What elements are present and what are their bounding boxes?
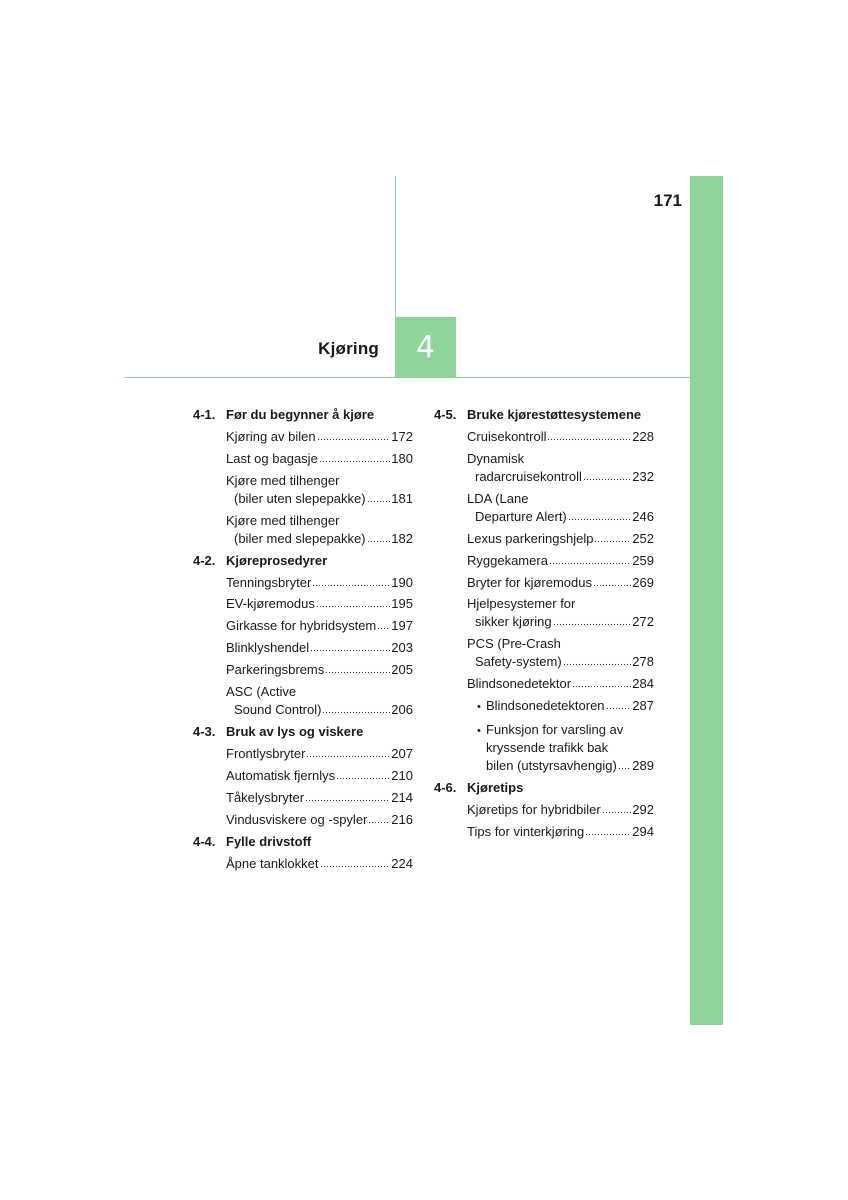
entry-text [226,574,413,592]
entry-label: Frontlysbryter [226,746,306,762]
entry-label: PCS (Pre-Crash [467,636,561,652]
section-title: Kjøretips [467,779,524,795]
entry-label: Automatisk fjernlys [226,768,336,784]
entry-line [226,701,413,719]
entry-line [226,661,413,679]
dot-leader [317,429,391,441]
entry-page-number: 294 [632,823,654,839]
dot-leader [320,856,391,868]
entry-page-number: 180 [391,450,413,466]
entry-label: Hjelpesystemer for [467,596,576,612]
entry-label: Ryggekamera [467,552,548,568]
section-title: Bruke kjørestøttesystemene [467,407,642,422]
entry-label: ASC (Active [226,684,297,700]
toc-entry-link[interactable] [467,490,654,526]
toc-entry-link[interactable] [467,574,654,592]
toc-entry-link[interactable] [226,450,413,468]
entry-text [467,635,654,671]
dot-leader [594,531,631,543]
entry-page-number: 197 [391,618,413,634]
entry-text [467,595,654,631]
entry-label: Dynamisk [467,450,525,466]
dot-leader [319,451,391,463]
toc-entry-link[interactable] [477,697,654,717]
entry-page-number: 289 [632,757,654,773]
entry-line [467,675,654,693]
entry-page-number: 203 [391,640,413,656]
entry-page-number: 232 [632,468,654,484]
entry-line [467,574,654,592]
entry-line [226,595,413,613]
section-number: 4-1. [193,407,216,422]
entry-text [467,823,654,841]
dot-leader [312,575,390,587]
toc-section-heading [193,723,413,741]
entry-line [226,745,413,763]
entry-text [467,675,654,693]
entry-label: (biler uten slepepakke) [234,490,366,506]
entry-text [226,661,413,679]
entry-line [226,683,413,701]
entry-label: kryssende trafikk bak [486,739,609,755]
entry-label: Safety-system) [475,654,562,670]
dot-leader [572,676,631,688]
dot-leader [563,654,632,666]
section-number: 4-4. [193,834,216,850]
entry-page-number: 269 [632,574,654,590]
entry-label: radarcruisekontroll [475,468,582,484]
entry-page-number: 272 [632,614,654,630]
entry-label: Girkasse for hybridsystem [226,618,377,634]
entry-line [467,530,654,548]
toc-entry-link[interactable] [226,512,413,548]
dot-leader [553,615,632,627]
entry-label: Åpne tanklokket [226,856,319,872]
entry-text [226,683,413,719]
dot-leader [585,824,631,836]
section-number: 4-2. [193,552,216,568]
entry-label: Cruisekontroll [467,428,547,444]
entry-page-number: 224 [391,856,413,872]
entry-page-number: 190 [391,574,413,590]
entry-label: Blindsonedetektor [467,676,572,692]
dot-leader [306,747,390,759]
toc-entry-link[interactable] [226,855,413,873]
entry-label: Vindusviskere og -spyler [226,812,368,828]
toc-section-heading [193,406,413,424]
entry-text [486,721,654,774]
entry-text [226,789,413,807]
entry-line [226,639,413,657]
entry-text [226,595,413,613]
toc-section-heading [434,406,654,424]
dot-leader [310,641,390,653]
page-number: 171 [653,191,682,210]
entry-text [467,552,654,570]
entry-label: Lexus parkeringshjelp [467,530,594,546]
toc-entry-link[interactable] [467,428,654,446]
entry-label: Blindsonedetektoren [486,698,605,714]
entry-label: Departure Alert) [475,508,567,524]
entry-page-number: 246 [632,508,654,524]
entry-text [467,574,654,592]
entry-text [467,801,654,819]
entry-line [226,472,413,490]
entry-line [226,530,413,548]
entry-label: Parkeringsbrems [226,662,325,678]
entry-page-number: 284 [632,676,654,692]
dot-leader [593,575,631,587]
dot-leader [549,553,631,565]
entry-label: Tips for vinterkjøring [467,823,585,839]
bullet-icon: • [477,725,481,738]
entry-line [226,450,413,468]
entry-label: Kjøre med tilhenger [226,472,340,488]
toc-entry-link[interactable] [226,789,413,807]
entry-line [226,574,413,592]
entry-page-number: 278 [632,654,654,670]
toc-right-column [434,406,654,840]
entry-label: EV-kjøremodus [226,596,315,612]
section-title: Før du begynner å kjøre [226,407,375,422]
section-number: 4-3. [193,724,216,740]
entry-line [226,490,413,508]
entry-line [486,697,654,715]
entry-label: Kjøre med tilhenger [226,512,340,528]
entry-line [467,823,654,841]
section-number: 4-5. [434,407,457,422]
entry-page-number: 205 [391,662,413,678]
entry-page-number: 195 [391,596,413,612]
entry-line [467,428,654,446]
section-title: Fylle drivstoff [226,834,312,850]
entry-text [467,490,654,526]
entry-page-number: 259 [632,552,654,568]
entry-page-number: 292 [632,801,654,817]
entry-line [486,739,654,757]
section-title: Kjøreprosedyrer [226,552,328,568]
dot-leader [305,790,390,802]
toc-section-heading [193,552,413,570]
entry-label: sikker kjøring [475,614,552,630]
entry-text [226,745,413,763]
entry-text [226,617,413,635]
toc-entry-link[interactable] [226,811,413,829]
chapter-number: 4 [415,330,436,365]
toc-entry-link[interactable] [467,801,654,819]
entry-line [467,613,654,631]
entry-line [467,653,654,671]
entry-label: LDA (Lane [467,490,529,506]
toc-entry-link[interactable] [226,745,413,763]
dot-leader [583,469,631,481]
entry-line [467,552,654,570]
entry-page-number: 182 [391,530,413,546]
dot-leader [322,703,390,715]
entry-line [467,490,654,508]
toc-section-heading [193,833,413,851]
dot-leader [316,597,390,609]
toc-entry-link[interactable] [467,635,654,671]
dot-leader [325,663,390,675]
toc-entry-link[interactable] [226,767,413,785]
entry-page-number: 207 [391,746,413,762]
entry-line [467,468,654,486]
entry-page-number: 210 [391,768,413,784]
entry-page-number: 172 [391,428,413,444]
toc-entry-link[interactable] [226,661,413,679]
entry-text [467,530,654,548]
toc-entry-link[interactable] [226,595,413,613]
dot-leader [606,698,632,710]
entry-line [486,757,654,775]
section-title: Bruk av lys og viskere [226,724,364,740]
toc-entry-link[interactable] [467,450,654,486]
entry-text [226,639,413,657]
toc-entry-link[interactable] [226,574,413,592]
toc-entry-link[interactable] [226,683,413,719]
entry-line [467,635,654,653]
chapter-number-box [395,317,456,378]
entry-line [226,767,413,785]
dot-leader [618,758,632,770]
entry-text [467,450,654,486]
dot-leader [367,491,391,503]
entry-label: Tåkelysbryter [226,790,305,806]
entry-page-number: 214 [391,790,413,806]
entry-page-number: 216 [391,812,413,828]
toc-section-heading [434,779,654,797]
entry-line [226,617,413,635]
toc-left-column [193,406,413,873]
entry-label: Tenningsbryter [226,574,312,590]
entry-label: (biler med slepepakke) [234,530,366,546]
dot-leader [368,812,390,824]
toc-entry-link[interactable] [467,823,654,841]
dot-leader [568,509,632,521]
toc-entry-link[interactable] [467,552,654,570]
entry-text [226,472,413,508]
dot-leader [367,531,391,543]
entry-label: bilen (utstyrsavhengig) [486,757,617,773]
entry-page-number: 228 [632,428,654,444]
toc-entry-link[interactable] [467,675,654,693]
entry-text [226,855,413,873]
section-number: 4-6. [434,779,457,795]
entry-text [486,697,654,715]
entry-text [467,428,654,446]
entry-label: Bryter for kjøremodus [467,574,592,590]
entry-line [226,811,413,829]
dot-leader [602,802,632,814]
dot-leader [547,429,631,441]
dot-leader [336,768,390,780]
entry-page-number: 287 [632,698,654,714]
entry-page-number: 181 [391,490,413,506]
entry-text [226,512,413,548]
vertical-divider [395,176,396,318]
toc-entry-link[interactable] [226,428,413,446]
entry-line [226,855,413,873]
entry-page-number: 252 [632,530,654,546]
entry-text [226,450,413,468]
toc-entry-link[interactable] [467,595,654,631]
entry-label: Blinklyshendel [226,640,310,656]
entry-line [486,721,654,739]
entry-label: Last og bagasje [226,450,318,466]
toc-entry-link[interactable] [467,530,654,548]
entry-line [467,595,654,613]
entry-label: Kjøretips for hybridbiler [467,801,601,817]
entry-line [467,508,654,526]
toc-entry-link[interactable] [226,472,413,508]
entry-text [226,811,413,829]
entry-label: Kjøring av bilen [226,428,316,444]
bullet-icon: • [477,701,481,714]
entry-line [226,789,413,807]
entry-line [226,428,413,446]
entry-line [467,801,654,819]
entry-text [226,428,413,446]
entry-page-number: 206 [391,702,413,718]
entry-line [226,512,413,530]
toc-entry-link[interactable] [226,639,413,657]
toc-entry-link[interactable] [477,721,654,774]
toc-entry-link[interactable] [226,617,413,635]
entry-line [467,450,654,468]
entry-text [226,767,413,785]
entry-label: Sound Control) [234,702,322,718]
chapter-title: Kjøring [318,339,379,358]
chapter-side-tab [690,176,723,1025]
entry-label: Funksjon for varsling av [486,722,624,738]
dot-leader [377,619,390,631]
